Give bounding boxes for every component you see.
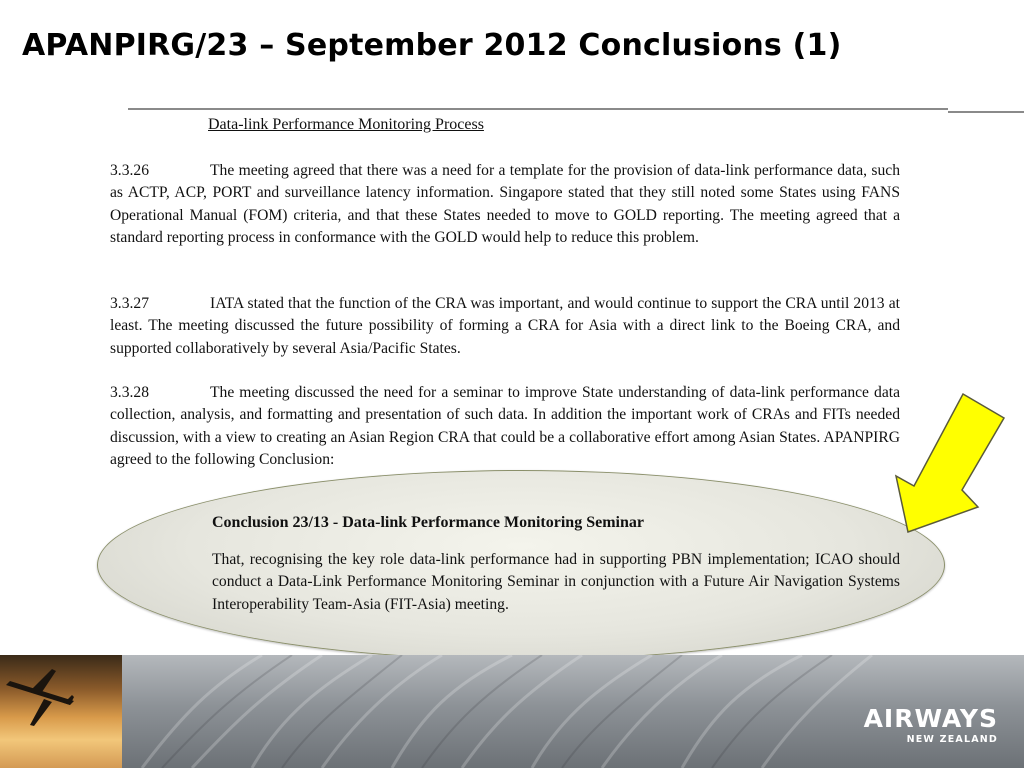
arrow-icon xyxy=(890,392,1008,538)
document-top-rule xyxy=(128,108,948,110)
paragraph-text: IATA stated that the function of the CRA was important, and would continue to support the CRA until 2013 at least. The meeting discussed the future possibility of forming a CRA for Asia with a direct link to the Boeing CRA, and supported collaboratively by several Asia/Pacific States. xyxy=(110,295,900,357)
conclusion-text: That, recognising the key role data-link performance had in supporting PBN implementation; ICAO should conduct a Data-Link Performance Monitoring Seminar in conjunction with a Future Air Navigation Systems Interoperability Team-Asia (FIT-Asia) meeting. xyxy=(212,551,900,613)
airplane-icon xyxy=(0,655,122,768)
paragraph-number: 3.3.26 xyxy=(110,162,149,179)
slide-title: APANPIRG/23 – September 2012 Conclusions (1) xyxy=(22,28,842,63)
footer-sunset-photo xyxy=(0,655,122,768)
document-top-rule-right xyxy=(948,111,1024,113)
paragraph-text: The meeting agreed that there was a need for a template for the provision of data-link performance data, such as ACTP, ACP, PORT and surveillance latency information. Singapore stated that they still noted some States using FANS Operational Manual (FOM) criteria, and that these States needed to move to GOLD reporting. The meeting agreed that a standard reporting process in conformance with the GOLD would help to reduce this problem. xyxy=(110,162,900,247)
paragraph-3-3-27 xyxy=(110,293,900,360)
logo-subtitle: NEW ZEALAND xyxy=(906,734,998,745)
document-heading: Data-link Performance Monitoring Process xyxy=(208,116,484,133)
arrow-shape xyxy=(896,394,1004,532)
conclusion-title: Conclusion 23/13 - Data-link Performance Monitoring Seminar xyxy=(212,514,644,531)
paragraph-number: 3.3.28 xyxy=(110,384,149,401)
paragraph-3-3-26 xyxy=(110,160,900,250)
paragraph-number: 3.3.27 xyxy=(110,295,149,312)
paragraph-text: The meeting discussed the need for a seminar to improve State understanding of data-link performance data collection, analysis, and formatting and presentation of such data. In addition the important work of CRAs and FITs needed discussion, with a view to creating an Asian Region CRA that could be a collaborative effort among Asian States. APANPIRG agreed to the following Conclusion: xyxy=(110,384,900,469)
logo-wordmark: AIRWAYS xyxy=(863,704,998,733)
paragraph-3-3-28 xyxy=(110,382,900,472)
airways-logo xyxy=(864,706,998,745)
